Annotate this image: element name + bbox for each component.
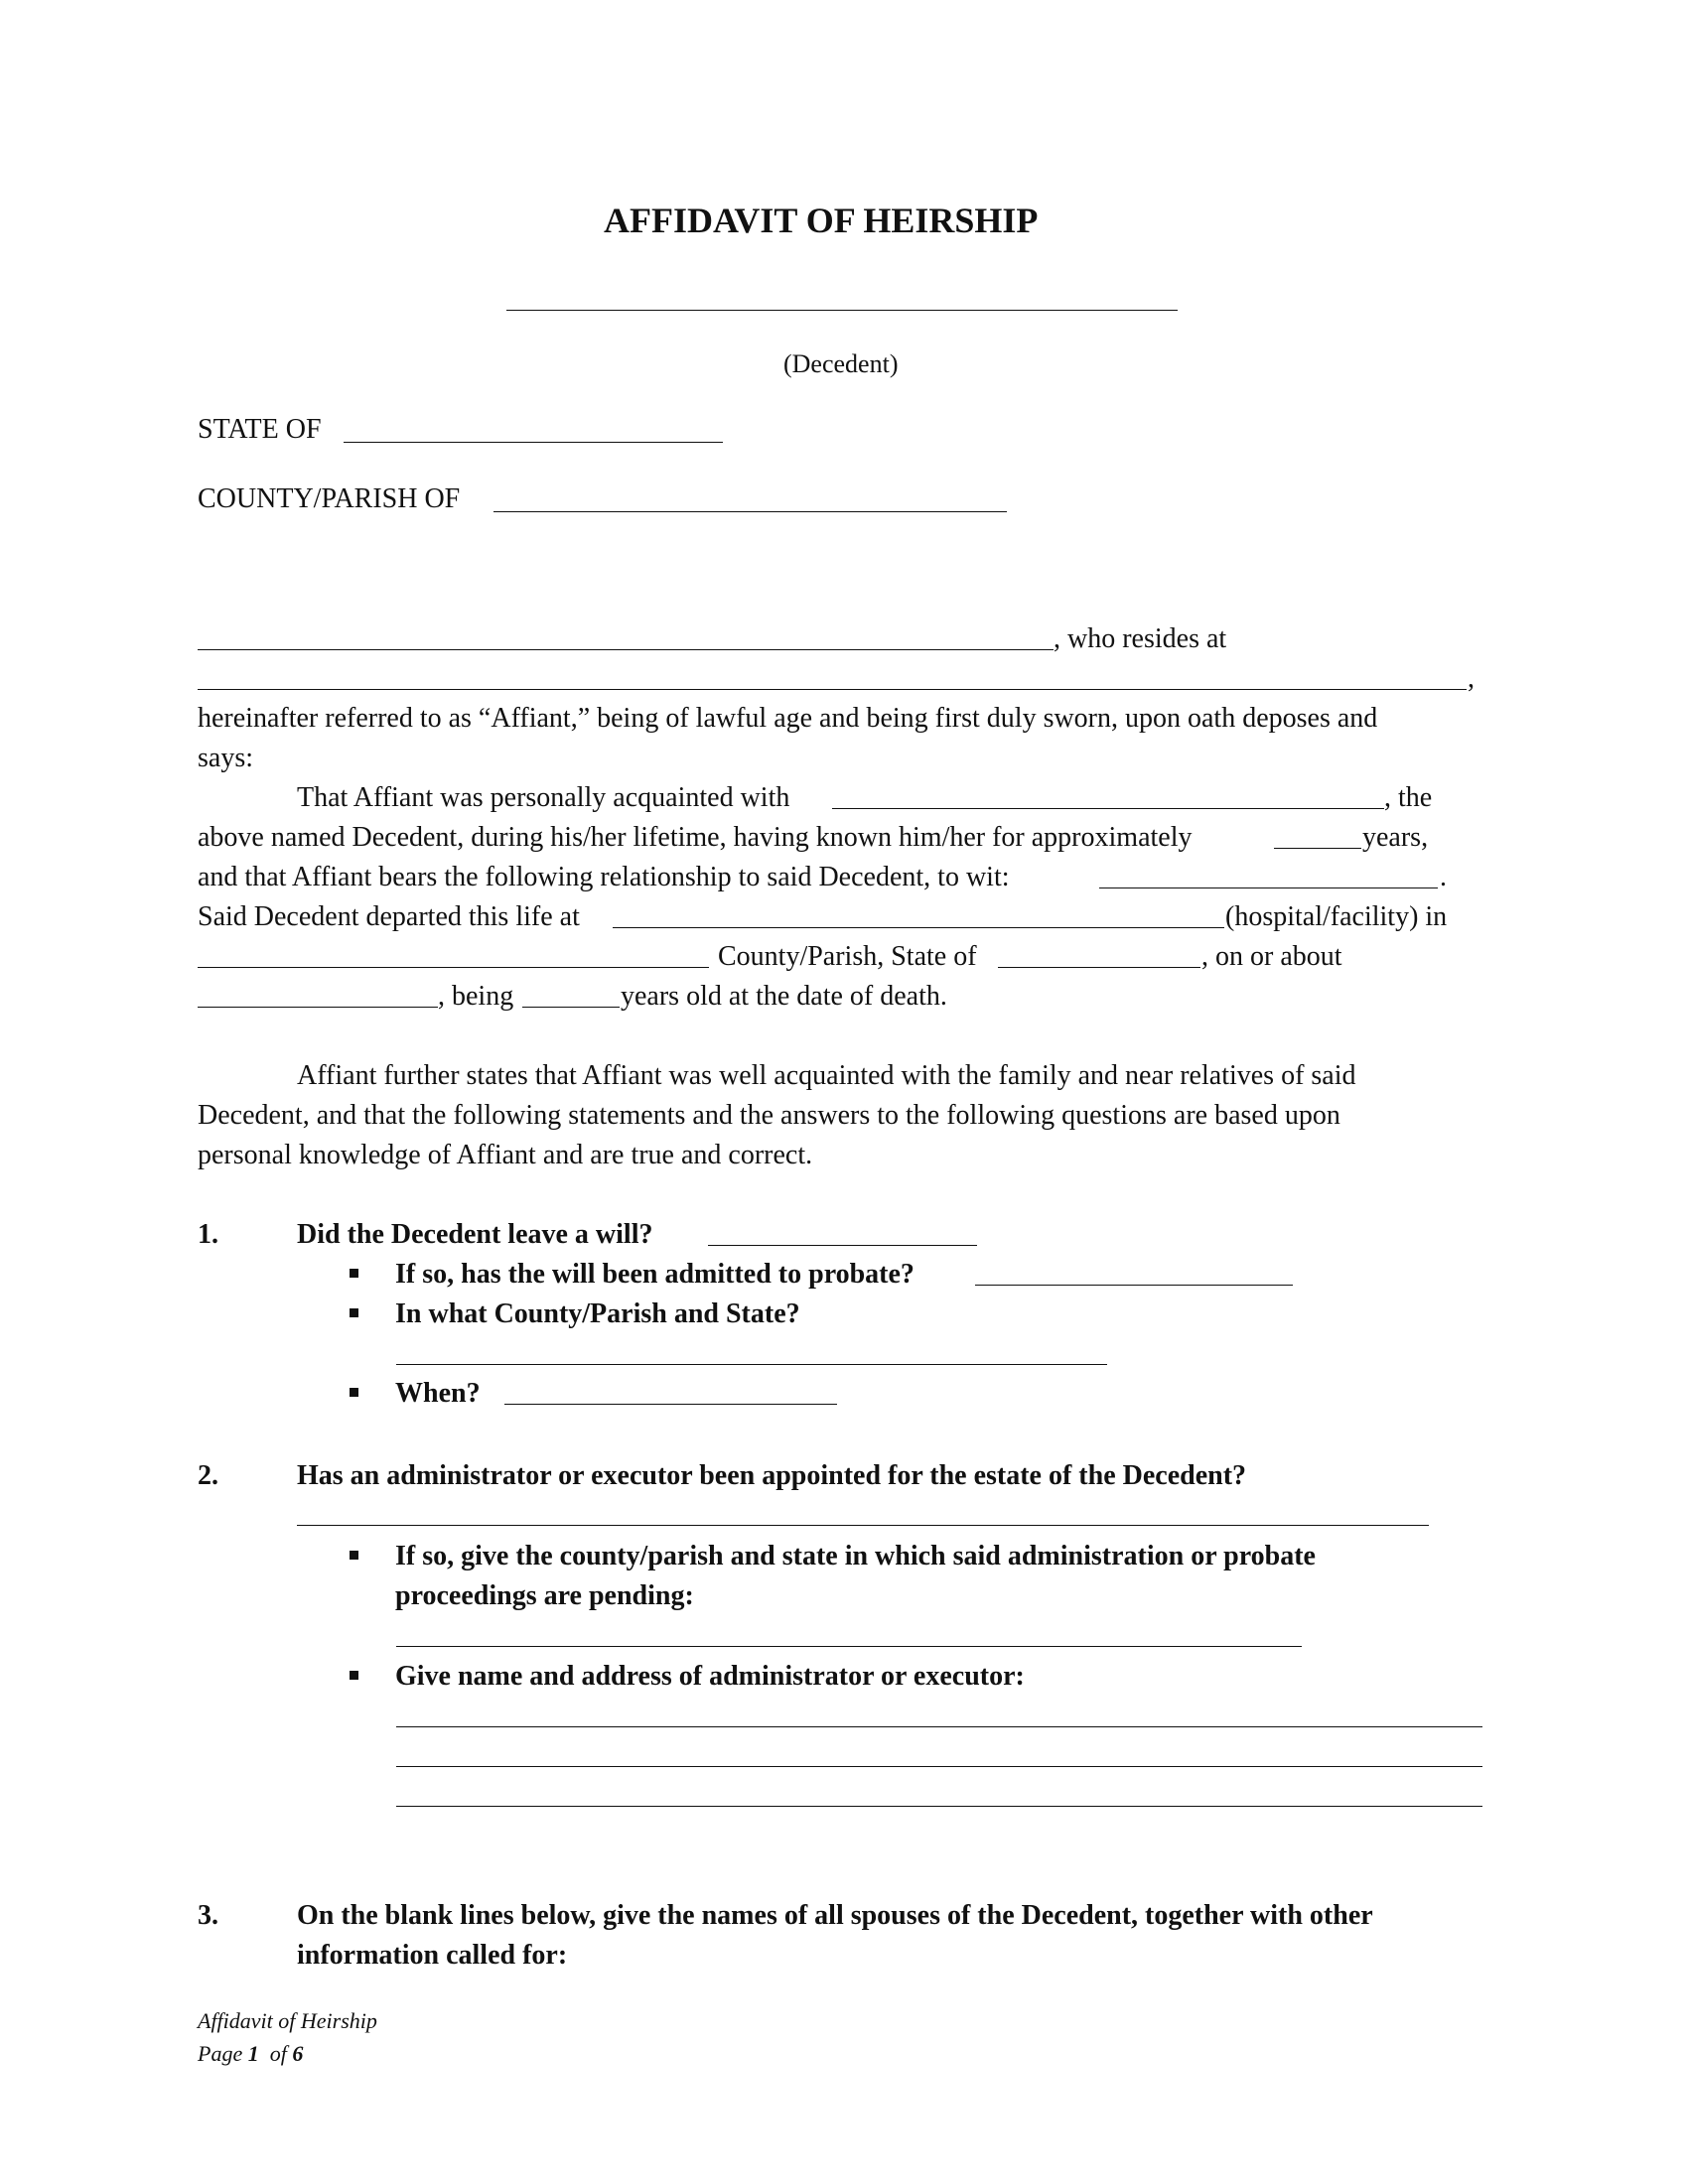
decedent-label: (Decedent) <box>783 349 899 378</box>
q3-number: 3. <box>198 1900 218 1931</box>
county-field[interactable] <box>493 511 1007 512</box>
q1-probate-text: If so, has the will been admitted to probate? <box>395 1259 914 1290</box>
q2-administrator-text: Give name and address of administrator or executor: <box>395 1661 1025 1692</box>
q1-bullet-2 <box>350 1308 358 1317</box>
q2-pending-line-1: If so, give the county/parish and state in which said administration or probate <box>395 1541 1316 1571</box>
footer-page-word: Page <box>198 2041 243 2066</box>
death-county-field[interactable] <box>198 967 709 968</box>
q2-text: Has an administrator or executor been appointed for the estate of the Decedent? <box>297 1460 1247 1491</box>
q1-when-field[interactable] <box>504 1404 837 1405</box>
years-old-text: years old at the date of death. <box>621 981 947 1012</box>
q2-administrator-field-3[interactable] <box>396 1806 1482 1807</box>
footer-page-current: 1 <box>247 2041 259 2066</box>
death-date-field[interactable] <box>198 1007 438 1008</box>
further-line-2: Decedent, and that the following statements and the answers to the following questions are based upon <box>198 1100 1340 1131</box>
state-label: STATE OF <box>198 414 322 445</box>
q1-number: 1. <box>198 1219 218 1250</box>
years-known-field[interactable] <box>1274 848 1361 849</box>
footer-doc-name: Affidavit of Heirship <box>198 2008 377 2033</box>
hospital-facility-field[interactable] <box>613 927 1224 928</box>
acquainted-text: That Affiant was personally acquainted with <box>297 782 790 813</box>
affiant-name-field[interactable] <box>198 649 1054 650</box>
q2-administrator-field-1[interactable] <box>396 1726 1482 1727</box>
q3-line-2: information called for: <box>297 1940 568 1971</box>
relationship-period: . <box>1440 862 1447 892</box>
document-title: AFFIDAVIT OF HEIRSHIP <box>604 201 1039 240</box>
q1-bullet-3 <box>350 1388 358 1397</box>
footer-page-number <box>198 2043 303 2065</box>
age-at-death-field[interactable] <box>522 1007 620 1008</box>
q2-pending-line-2: proceedings are pending: <box>395 1580 694 1611</box>
q3-line-1: On the blank lines below, give the names of all spouses of the Decedent, together with other <box>297 1900 1373 1931</box>
q1-will-field[interactable] <box>708 1245 977 1246</box>
q1-county-state-field[interactable] <box>396 1364 1107 1365</box>
affiant-paragraph-line-1: hereinafter referred to as “Affiant,” being of lawful age and being first duly sworn, upon oath deposes and <box>198 703 1378 734</box>
q2-pending-field[interactable] <box>396 1646 1302 1647</box>
q2-number: 2. <box>198 1460 218 1491</box>
further-line-3: personal knowledge of Affiant and are true and correct. <box>198 1140 813 1170</box>
address-comma: , <box>1468 663 1475 694</box>
being-text: , being <box>438 981 514 1012</box>
hospital-facility-text: (hospital/facility) in <box>1225 901 1448 932</box>
state-field[interactable] <box>344 442 723 443</box>
on-or-about-text: , on or about <box>1201 941 1342 972</box>
known-text: above named Decedent, during his/her lifetime, having known him/her for approximately <box>198 822 1193 853</box>
county-state-text: County/Parish, State of <box>718 941 977 972</box>
q1-when-text: When? <box>395 1378 481 1409</box>
q2-bullet-1 <box>350 1551 358 1560</box>
q1-county-text: In what County/Parish and State? <box>395 1298 800 1329</box>
death-state-field[interactable] <box>998 967 1200 968</box>
q1-probate-field[interactable] <box>975 1285 1293 1286</box>
decedent-name-field[interactable] <box>506 310 1178 311</box>
q1-text: Did the Decedent leave a will? <box>297 1219 653 1250</box>
affiant-address-field[interactable] <box>198 689 1467 690</box>
death-place-text: Said Decedent departed this life at <box>198 901 580 932</box>
resides-text: , who resides at <box>1054 623 1227 654</box>
q2-administrator-field-2[interactable] <box>396 1766 1482 1767</box>
relationship-field[interactable] <box>1099 887 1438 888</box>
q1-bullet-1 <box>350 1269 358 1278</box>
footer-page-total: 6 <box>292 2041 304 2066</box>
q2-bullet-2 <box>350 1671 358 1680</box>
years-text: years, <box>1362 822 1429 853</box>
affiant-paragraph-line-2: says: <box>198 743 253 773</box>
county-label: COUNTY/PARISH OF <box>198 483 461 514</box>
further-line-1: Affiant further states that Affiant was well acquainted with the family and near relatives of said <box>297 1060 1356 1091</box>
footer-of-word: of <box>269 2041 287 2066</box>
relationship-text: and that Affiant bears the following relationship to said Decedent, to wit: <box>198 862 1010 892</box>
acquainted-with-field[interactable] <box>832 808 1384 809</box>
acquainted-suffix: , the <box>1384 782 1433 813</box>
q2-answer-field[interactable] <box>297 1525 1429 1526</box>
